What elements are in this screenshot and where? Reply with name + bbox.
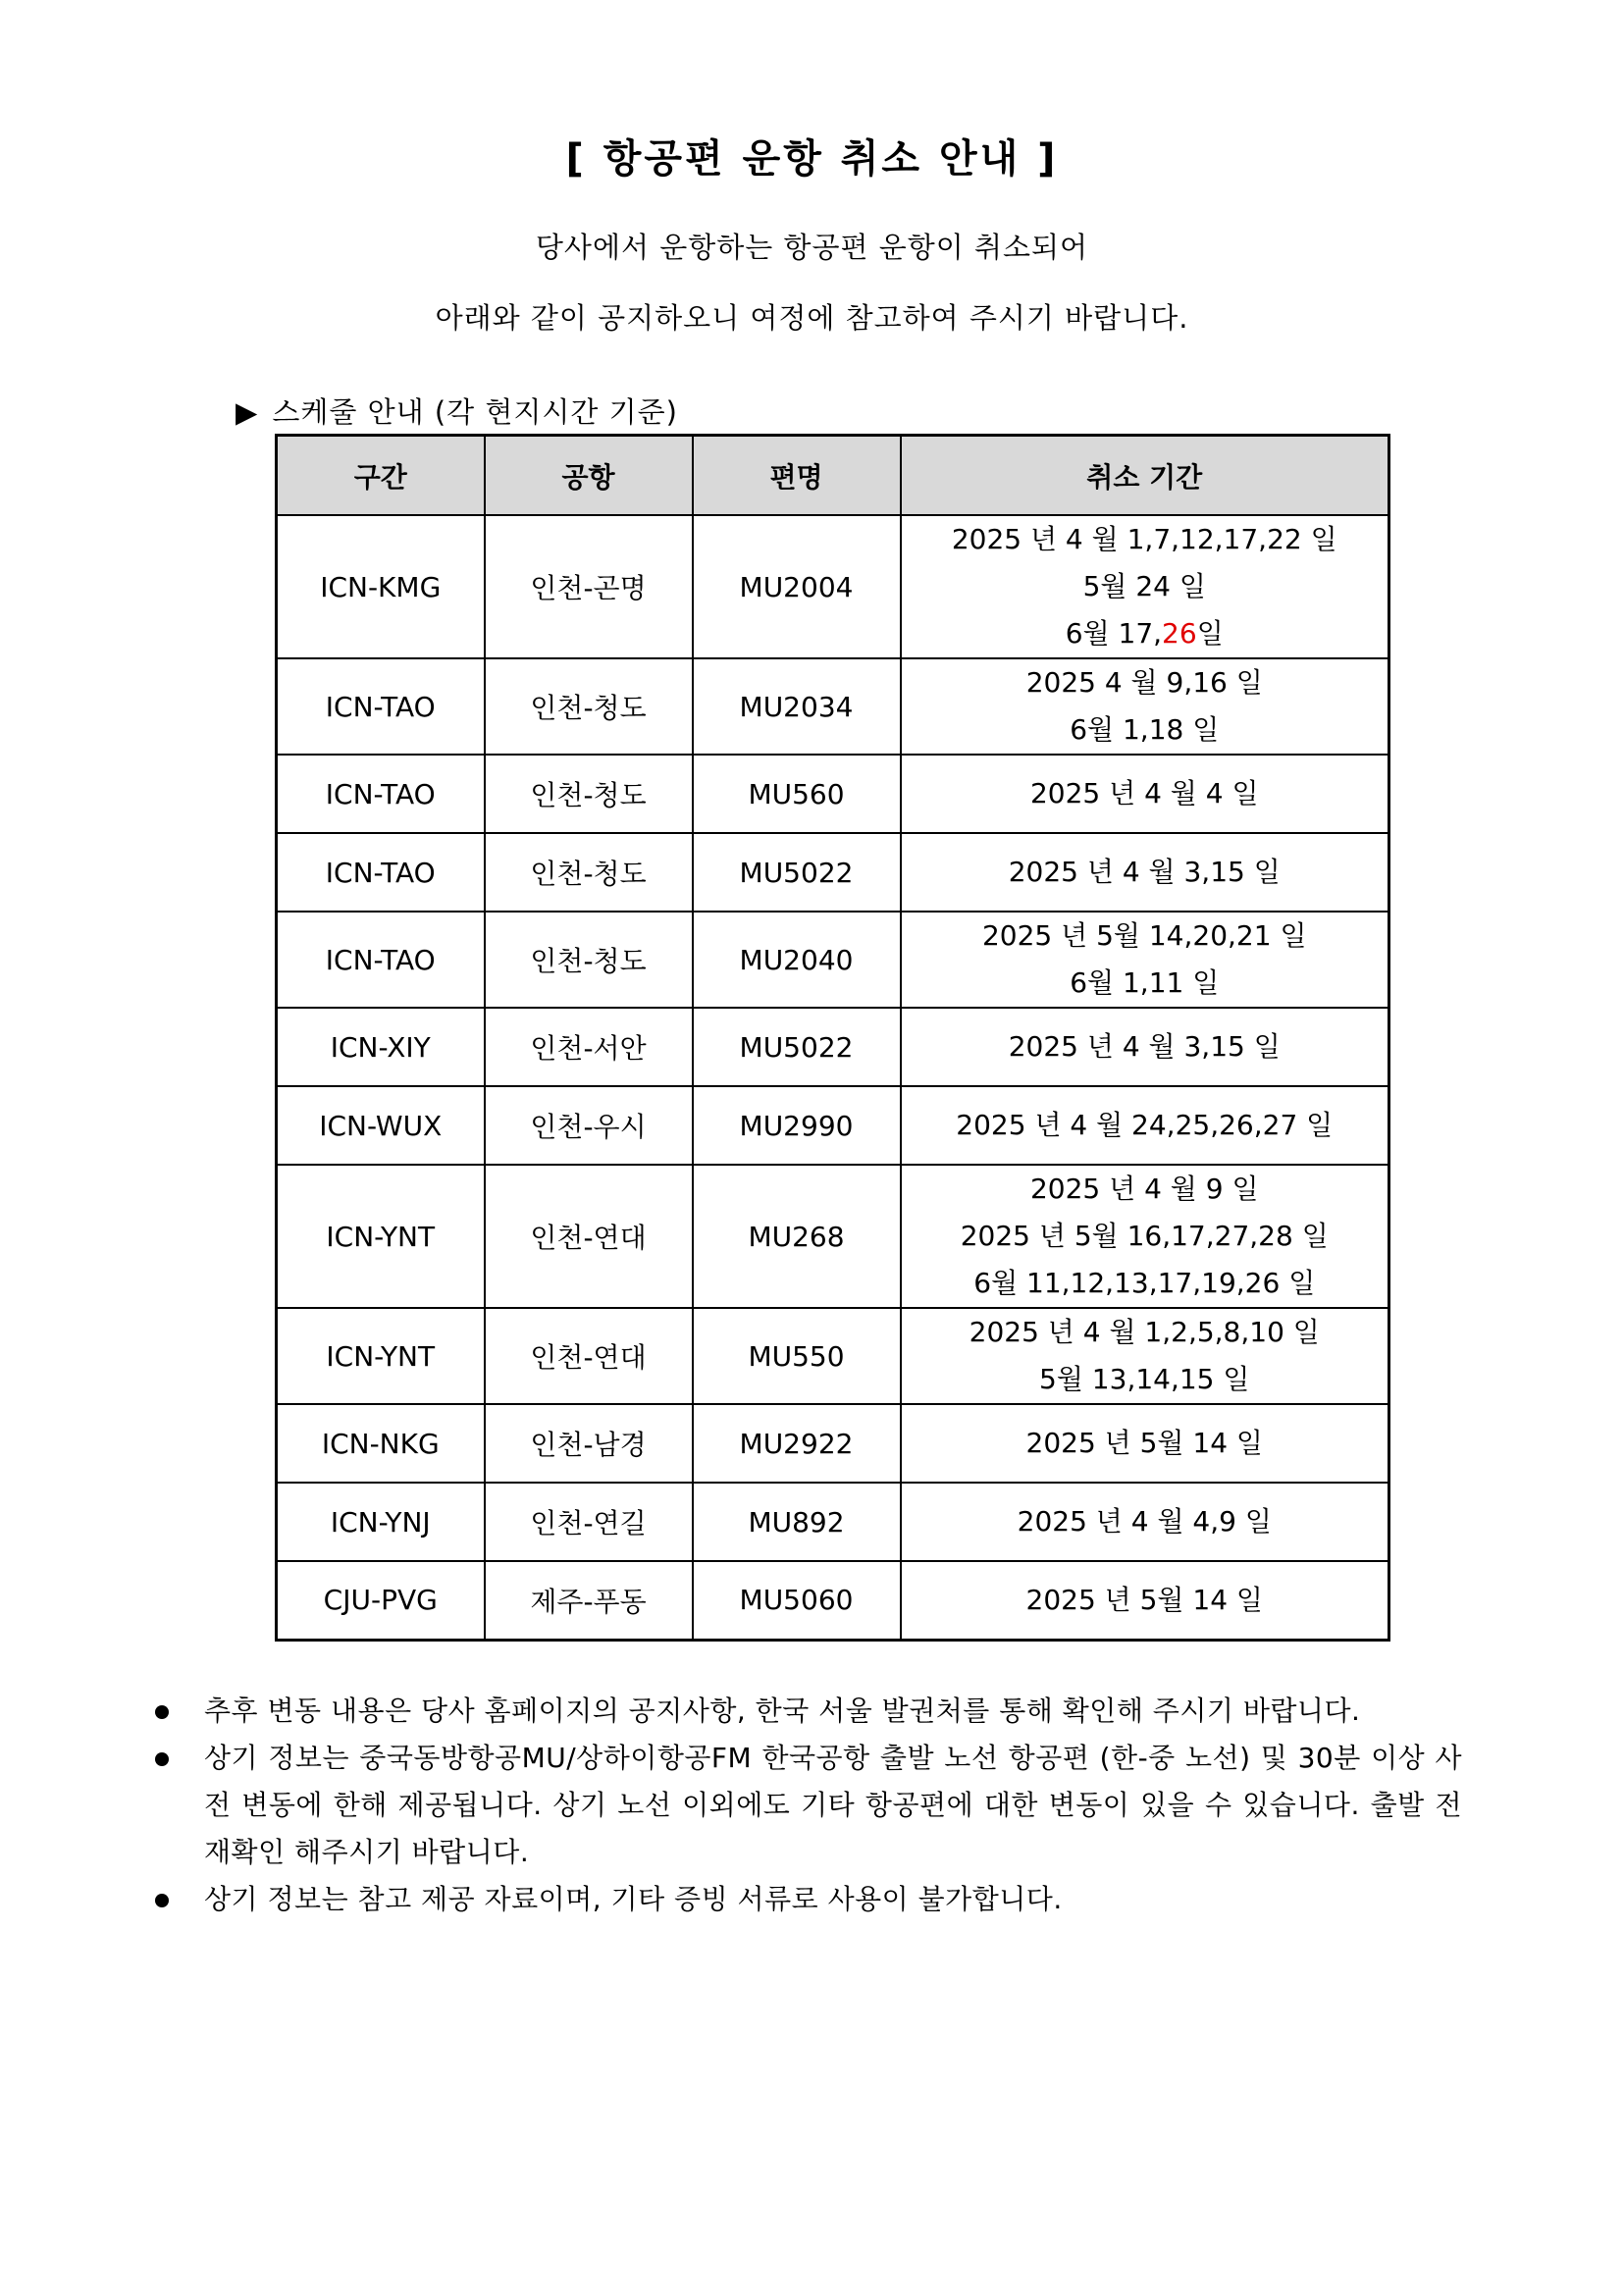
airport-cell: 인천-우시 bbox=[485, 1086, 693, 1165]
segment-cell: ICN-NKG bbox=[277, 1404, 485, 1483]
note-item bbox=[147, 1688, 1462, 1735]
cancel-date-line: 2025 년 5월 14 일 bbox=[1025, 1427, 1263, 1459]
segment-cell: ICN-YNJ bbox=[277, 1483, 485, 1561]
header-cancel-period: 취소 기간 bbox=[901, 436, 1389, 516]
airport-cell: 인천-연길 bbox=[485, 1483, 693, 1561]
segment-cell: ICN-TAO bbox=[277, 912, 485, 1008]
cancel-date-line: 2025 년 4 월 1,7,12,17,22 일 bbox=[951, 523, 1337, 555]
segment-cell: ICN-YNT bbox=[277, 1165, 485, 1308]
cancel-period-cell bbox=[901, 833, 1389, 912]
header-flight: 편명 bbox=[693, 436, 901, 516]
cancel-period-cell bbox=[901, 1483, 1389, 1561]
airport-cell: 인천-청도 bbox=[485, 755, 693, 833]
table-row bbox=[277, 1483, 1389, 1561]
segment-cell: ICN-KMG bbox=[277, 515, 485, 658]
table-row bbox=[277, 1086, 1389, 1165]
cancel-date-line: 6월 1,11 일 bbox=[1070, 966, 1220, 999]
cancel-period-cell bbox=[901, 658, 1389, 755]
cancel-period-cell bbox=[901, 1086, 1389, 1165]
note-item bbox=[147, 1876, 1462, 1923]
flight-cell: MU268 bbox=[693, 1165, 901, 1308]
segment-cell: ICN-WUX bbox=[277, 1086, 485, 1165]
flight-cell: MU5060 bbox=[693, 1561, 901, 1640]
cancel-date-line: 2025 년 4 월 3,15 일 bbox=[1008, 856, 1281, 888]
flight-cell: MU5022 bbox=[693, 1008, 901, 1086]
schedule-section-text: 스케줄 안내 (각 현지시간 기준) bbox=[272, 395, 678, 429]
cancel-date-line: 2025 년 4 월 4 일 bbox=[1029, 777, 1259, 809]
header-segment: 구간 bbox=[277, 436, 485, 516]
segment-cell: ICN-TAO bbox=[277, 833, 485, 912]
cancel-period-cell bbox=[901, 1308, 1389, 1404]
cancel-period-cell bbox=[901, 1404, 1389, 1483]
date-suffix: 일 bbox=[1196, 617, 1224, 650]
cancel-period-cell bbox=[901, 1008, 1389, 1086]
flight-cell: MU2040 bbox=[693, 912, 901, 1008]
table-row bbox=[277, 1404, 1389, 1483]
airport-cell: 인천-청도 bbox=[485, 658, 693, 755]
table-row bbox=[277, 1561, 1389, 1640]
flight-cell: MU892 bbox=[693, 1483, 901, 1561]
flight-cell: MU2034 bbox=[693, 658, 901, 755]
intro-line-1: 당사에서 운항하는 항공편 운항이 취소되어 bbox=[535, 231, 1089, 264]
cancel-date-line: 2025 년 4 월 3,15 일 bbox=[1008, 1030, 1281, 1063]
note-item bbox=[147, 1735, 1462, 1876]
segment-cell: ICN-TAO bbox=[277, 658, 485, 755]
table-header-row bbox=[277, 436, 1389, 516]
airport-cell: 제주-푸동 bbox=[485, 1561, 693, 1640]
flight-cell: MU560 bbox=[693, 755, 901, 833]
date-prefix: 6월 17, bbox=[1065, 617, 1163, 650]
cancel-date-line: 5월 24 일 bbox=[1082, 570, 1206, 602]
header-airport: 공항 bbox=[485, 436, 693, 516]
cancel-period-cell bbox=[901, 1561, 1389, 1640]
table-row bbox=[277, 912, 1389, 1008]
airport-cell: 인천-남경 bbox=[485, 1404, 693, 1483]
table-row bbox=[277, 1308, 1389, 1404]
cancel-date-line: 2025 년 5월 16,17,27,28 일 bbox=[960, 1220, 1329, 1252]
cancel-date-line: 2025 년 5월 14 일 bbox=[1025, 1583, 1263, 1616]
flight-cell: MU5022 bbox=[693, 833, 901, 912]
note-text: 추후 변동 내용은 당사 홈페이지의 공지사항, 한국 서울 발권처를 통해 확인해 주시기 바랍니다. bbox=[204, 1695, 1361, 1727]
cancel-date-line: 2025 년 4 월 24,25,26,27 일 bbox=[956, 1109, 1334, 1141]
notes-list bbox=[147, 1688, 1462, 1923]
airport-cell: 인천-청도 bbox=[485, 912, 693, 1008]
cancel-date-line: 2025 년 4 월 1,2,5,8,10 일 bbox=[969, 1316, 1320, 1348]
airport-cell: 인천-청도 bbox=[485, 833, 693, 912]
table-row bbox=[277, 755, 1389, 833]
note-text: 상기 정보는 참고 제공 자료이며, 기타 증빙 서류로 사용이 불가합니다. bbox=[204, 1883, 1063, 1915]
cancel-date-line: 6월 1,18 일 bbox=[1070, 713, 1220, 746]
table-row bbox=[277, 833, 1389, 912]
bullet-icon bbox=[155, 1894, 169, 1907]
note-text: 상기 정보는 중국동방항공MU/상하이항공FM 한국공항 출발 노선 항공편 (한-중 노선) 및 30분 이상 사전 변동에 한해 제공됩니다. 상기 노선 이외에도 기타 항공편에 대한 변동이 있을 수 있습니다. 출발 전 재확인 해주시기 바랍니다. bbox=[204, 1742, 1462, 1868]
cancel-period-cell bbox=[901, 912, 1389, 1008]
intro-line-2: 아래와 같이 공지하오니 여정에 참고하여 주시기 바랍니다. bbox=[435, 301, 1189, 335]
cancel-date-line: 2025 년 5월 14,20,21 일 bbox=[981, 919, 1307, 952]
cancel-date-line: 2025 4 월 9,16 일 bbox=[1025, 666, 1263, 699]
cancel-period-cell bbox=[901, 1165, 1389, 1308]
flight-cell: MU2990 bbox=[693, 1086, 901, 1165]
bullet-icon bbox=[155, 1752, 169, 1766]
segment-cell: ICN-XIY bbox=[277, 1008, 485, 1086]
table-body bbox=[277, 515, 1389, 1640]
segment-cell: ICN-TAO bbox=[277, 755, 485, 833]
segment-cell: CJU-PVG bbox=[277, 1561, 485, 1640]
page-title: [ 항공편 운항 취소 안내 ] bbox=[565, 136, 1059, 182]
flight-cell: MU2922 bbox=[693, 1404, 901, 1483]
cancel-date-line bbox=[902, 610, 1388, 657]
table-row bbox=[277, 1008, 1389, 1086]
airport-cell: 인천-곤명 bbox=[485, 515, 693, 658]
cancel-date-line: 6월 11,12,13,17,19,26 일 bbox=[973, 1267, 1316, 1299]
table-row bbox=[277, 658, 1389, 755]
cancel-date-line: 5월 13,14,15 일 bbox=[1039, 1363, 1250, 1395]
cancel-period-cell bbox=[901, 515, 1389, 658]
bullet-icon bbox=[155, 1705, 169, 1719]
flight-cell: MU550 bbox=[693, 1308, 901, 1404]
schedule-section-label bbox=[236, 391, 678, 431]
airport-cell: 인천-연대 bbox=[485, 1165, 693, 1308]
highlighted-date: 26 bbox=[1162, 617, 1197, 650]
triangle-arrow-icon: ▶ bbox=[236, 395, 259, 429]
cancel-date-line: 2025 년 4 월 4,9 일 bbox=[1017, 1505, 1272, 1538]
airport-cell: 인천-서안 bbox=[485, 1008, 693, 1086]
table-row bbox=[277, 1165, 1389, 1308]
table-row bbox=[277, 515, 1389, 658]
cancellation-schedule-table bbox=[275, 434, 1390, 1642]
cancel-period-cell bbox=[901, 755, 1389, 833]
segment-cell: ICN-YNT bbox=[277, 1308, 485, 1404]
flight-cell: MU2004 bbox=[693, 515, 901, 658]
airport-cell: 인천-연대 bbox=[485, 1308, 693, 1404]
cancel-date-line: 2025 년 4 월 9 일 bbox=[1029, 1173, 1259, 1205]
